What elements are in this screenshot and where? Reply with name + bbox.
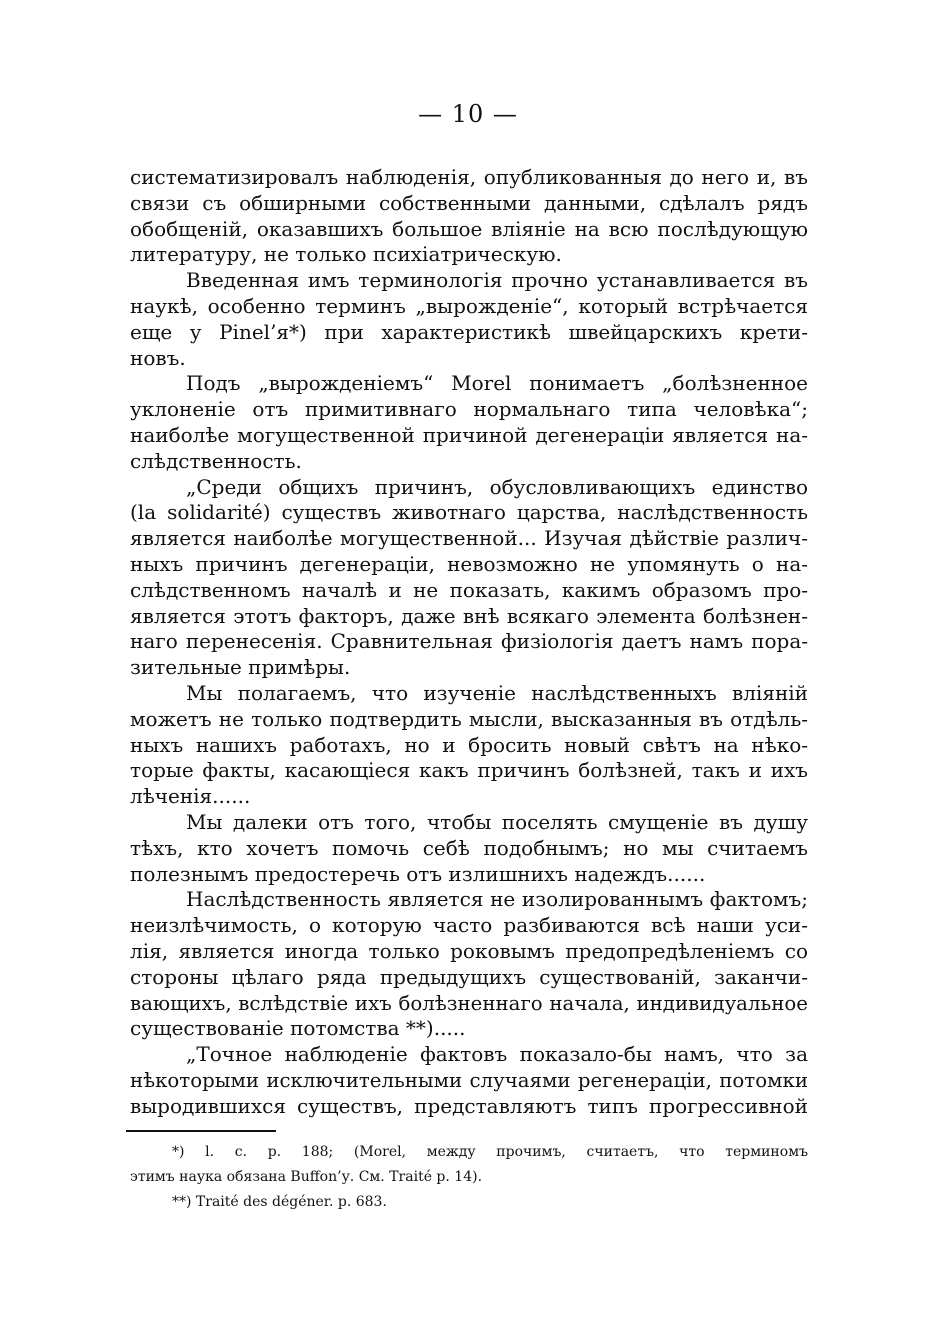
text-line: является наиболѣе могущественной... Изучая дѣйствіе различ- (130, 526, 808, 551)
text-line: наиболѣе могущественной причиной дегенераціи является на- (130, 422, 808, 447)
footnote-divider (126, 1130, 276, 1132)
text-line: Введенная имъ терминологія прочно устанавливается въ (186, 268, 808, 293)
text-line: ныхъ причинъ дегенераціи, невозможно не упомянуть о на- (130, 551, 808, 576)
body-text (130, 165, 808, 1119)
text-line: еще у Pinel’я*) при характеристикѣ швейцарскихъ крети- (130, 319, 808, 344)
text-line: Мы полагаемъ, что изученіе наслѣдственныхъ вліяній (186, 680, 808, 705)
text-line: „Точное наблюденіе фактовъ показало-бы намъ, что за (186, 1042, 808, 1067)
text-line: существованіе потомства **)..... (130, 1016, 466, 1041)
footnotes (130, 1140, 808, 1215)
text-line: связи съ обширными собственными данными, сдѣлалъ рядъ (130, 190, 808, 215)
text-line: вающихъ, вслѣдствіе ихъ болѣзненнаго начала, индивидуальное (130, 991, 808, 1015)
footnote-line: **) Traité des dégéner. p. 683. (172, 1194, 387, 1210)
text-line: можетъ не только подтвердить мысли, высказанныя въ отдѣль- (130, 706, 808, 731)
text-line: Наслѣдственность является не изолированнымъ фактомъ; (186, 887, 808, 912)
page-number: — 10 — (418, 100, 518, 128)
footnote-line: этимъ наука обязана Buffon’у. См. Traité p. 14). (130, 1169, 483, 1185)
text-line: наго перенесенія. Сравнительная физіологія даетъ намъ пора- (130, 629, 808, 654)
footnote-line: *) l. c. p. 188; (Morel, между прочимъ, считаетъ, что терминомъ (172, 1144, 808, 1160)
text-line: стороны цѣлаго ряда предыдущихъ существованій, заканчи- (130, 964, 808, 989)
text-line: слѣдственномъ началѣ и не показать, какимъ образомъ про- (130, 577, 808, 602)
text-line: уклоненіе отъ примитивнаго нормальнаго типа человѣка“; (130, 397, 808, 422)
text-line: литературу, не только психіатрическую. (130, 242, 562, 267)
text-line: новъ. (130, 345, 186, 370)
text-line: является этотъ факторъ, даже внѣ всякаго элемента болѣзнен- (130, 603, 808, 628)
text-line: „Среди общихъ причинъ, обусловливающихъ единство (186, 474, 808, 499)
text-line: полезнымъ предостеречь отъ излишнихъ надеждъ...... (130, 861, 706, 886)
text-line: зительные примѣры. (130, 655, 351, 680)
text-line: тѣхъ, кто хочетъ помочь себѣ подобнымъ; но мы считаемъ (130, 835, 808, 860)
text-line: неизлѣчимость, о которую часто разбиваются всѣ наши уси- (130, 913, 808, 938)
text-line: систематизировалъ наблюденія, опубликованныя до него и, въ (130, 165, 808, 189)
text-line: торые факты, касающіеся какъ причинъ болѣзней, такъ и ихъ (130, 758, 808, 783)
text-line: обобщеній, оказавшихъ большое вліяніе на всю послѣдующую (130, 216, 808, 241)
text-line: ныхъ нашихъ работахъ, но и бросить новый свѣтъ на нѣко- (130, 732, 808, 757)
text-line: лѣченія...... (130, 784, 251, 809)
text-line: наукѣ, особенно терминъ „вырожденіе“, который встрѣчается (130, 293, 808, 318)
text-line: слѣдственность. (130, 448, 302, 473)
text-line: выродившихся существъ, представляютъ типъ прогрессивной (130, 1093, 808, 1118)
text-line: Подъ „вырожденіемъ“ Morel понимаетъ „болѣзненное (186, 371, 808, 396)
text-line: лія, является иногда только роковымъ предопредѣленіемъ со (130, 938, 808, 963)
text-line: Мы далеки отъ того, чтобы поселять смущеніе въ душу (186, 809, 808, 834)
text-line: нѣкоторыми исключительными случаями регенераціи, потомки (130, 1068, 808, 1092)
text-line: (la solidarité) существъ животнаго царства, наслѣдственность (130, 500, 808, 525)
